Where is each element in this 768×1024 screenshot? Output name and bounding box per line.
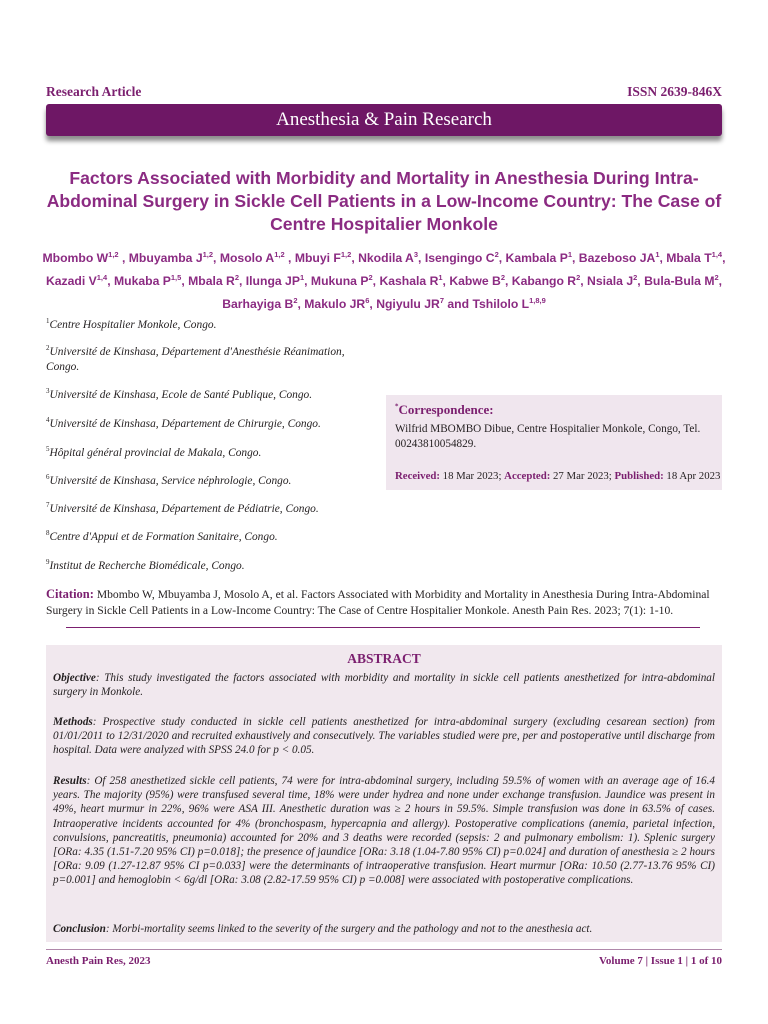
author-name: Nkodila A [358,251,414,266]
author-affiliation-sup: 2 [234,273,239,283]
paper-title: Factors Associated with Morbidity and Mortality in Anesthesia During Intra-Abdominal Surgery in Sickle Cell Patients in a Low-Income Country: The Case of Centre Hospitalier Monkole [46,168,722,234]
citation-text: Mbombo W, Mbuyamba J, Mosolo A, et al. Factors Associated with Morbidity and Mortality in Anesthesia During Intra-Abdominal Surgery in Sickle Cell Patients in a Low-Income Country: The Case of Centre Hospitalier Monkole. Anesth Pain Res. 2023; 7(1): 1-10. [46,588,710,617]
author-affiliation-sup: 3 [413,250,419,259]
abstract-conclusion [53,922,715,936]
author-separator: , [284,251,295,266]
author-separator: , [442,274,450,289]
author-separator: , [498,251,506,266]
author-name: Kashala R [379,274,439,289]
author-name: Kabwe B [449,274,501,289]
correspondence-text: Wilfrid MBOMBO Dibue, Centre Hospitalier Monkole, Congo, Tel. 00243810054829. [395,423,701,450]
conclusion-label: Conclusion [53,923,106,935]
author-name: Nsiala J [587,274,634,289]
author-name: Mukaba P [113,274,171,289]
abstract-results [53,774,715,888]
affiliation-item [46,442,366,461]
author-separator: , [239,274,246,289]
objective-text: : This study investigated the factors associated with morbidity and mortality in sickle cell patients anesthetized for intra-abdominal surgery in Monkole. [53,672,715,699]
methods-label: Methods [53,716,93,728]
citation-label: Citation: [46,587,94,601]
correspondence-box [386,395,722,490]
abstract-objective [53,671,715,699]
affiliation-number: 5 [46,445,50,453]
author-name: Mosolo A [219,251,275,266]
journal-name-banner: Anesthesia & Pain Research [46,104,722,136]
author-affiliation-sup: 7 [439,296,445,306]
objective-label: Objective [53,672,96,684]
affiliation-number: 1 [46,317,50,325]
author-affiliation-sup: 2 [494,250,499,259]
author-separator: , [722,251,726,266]
author-separator: , [297,297,305,312]
affiliation-item [46,526,366,545]
author-separator: , [107,274,114,289]
author-affiliation-sup: 2 [633,273,638,283]
published-date: 18 Apr 2023 [663,470,721,482]
affiliation-text: Centre d'Appui et de Formation Sanitaire, Congo. [49,530,278,543]
author-name: Kabango R [511,274,577,289]
affiliation-text: Centre Hospitalier Monkole, Congo. [49,318,217,331]
author-separator: , [304,274,311,289]
abstract-box [46,645,722,942]
affiliation-number: 6 [46,473,50,481]
author-name: Kambala P [505,251,568,266]
received-date: 18 Mar 2023; [439,470,505,482]
author-separator: , [659,251,667,266]
affiliation-text: Hôpital général provincial de Makala, Congo. [49,446,262,459]
author-affiliation-sup: 1,4 [96,273,108,283]
affiliation-item [46,498,366,517]
correspondence-heading-text: Correspondence: [398,402,494,417]
correspondence-marker: * [395,402,399,411]
author-affiliation-sup: 1 [567,250,573,259]
author-separator: , [637,274,645,289]
author-affiliation-sup: 1 [655,250,660,259]
affiliation-text: Université de Kinshasa, Département de Chirurgie, Congo. [49,417,321,430]
affiliation-item [46,470,366,489]
author-name: Mbala R [188,274,235,289]
author-name: Kazadi V [45,274,97,289]
affiliation-number: 9 [46,558,50,566]
received-label: Received: [395,470,440,482]
author-name: Mbala T [666,251,712,266]
author-name: Makulo JR [304,297,366,312]
author-separator: , [418,251,425,266]
author-separator: , [504,274,512,289]
author-name: Mukuna P [310,274,369,289]
affiliation-number: 2 [46,344,50,352]
author-separator: , [718,274,723,289]
footer-divider [46,949,722,950]
abstract-methods [53,715,715,758]
author-list [40,245,728,314]
author-affiliation-sup: 1 [438,273,443,283]
affiliation-text: Université de Kinshasa, Ecole de Santé Publique, Congo. [49,388,313,401]
author-name: Mbuyamba J [128,251,203,266]
author-affiliation-sup: 1,2 [340,250,352,259]
author-name: Isengingo C [424,251,495,266]
footer-page-info: Volume 7 | Issue 1 | 1 of 10 [598,955,722,967]
author-affiliation-sup: 1,8,9 [529,296,546,306]
results-text: : Of 258 anesthetized sickle cell patients, 74 were for intra-abdominal surgery, including 59.5% of women with an average age of 16.4 years. The majority (95%) were transfused several time, 18% were under hydrea and none under exchange transfusion. Jaundice was present in 49%, heart murmur in 22%, 96% were ASA III. Anesthetic duration was ≥ 2 hours in 59.5%. Simple transfusion was done in 63.5% of cases. Intraoperative incidents accounted for 4% (bronchospasm, hypercapnia and allergy). Postoperative complications (anemia, parietal infection, convulsions, pancreatitis, pneumonia) accounted for 20% and 3 deaths were recorded (sepsis: 2 and pulmonary embolism: 1). Splenic surgery [ORa: 4.35 (1.51-7.20 95% CI) p=0.018]; the presence of jaundice [ORa: 3.18 (1.04-7.80 95% CI) p=0.024] and duration of anesthesia ≥ 2 hours [ORa: 9.09 (1.27-12.87 95% CI p=0.033] were the determinants of intraoperative transfusion. Heart murmur [ORa: 10.50 (2.77-13.76 95% CI) p=0.001] and hemoglobin < 6g/dl [ORa: 3.08 (2.82-17.59 95% CI) p =0.008] were associated with postoperative complications. [53,775,715,887]
methods-text: : Prospective study conducted in sickle cell patients anesthetized for intra-abdominal surgery (excluding cesarean section) from 01/01/2011 to 12/31/2020 and recruited exhaustively and consecutively. The variables studied were pre, per and postoperative until discharge from hospital. Data were analyzed with SPSS 24.0 for p < 0.05. [53,716,715,757]
accepted-label: Accepted: [504,470,551,482]
affiliation-item [46,314,366,333]
author-name: Barhayiga B [222,297,294,312]
author-affiliation-sup: 1 [299,273,305,283]
affiliation-text: Institut de Recherche Biomédicale, Congo. [49,559,245,572]
author-separator: , [118,251,129,266]
affiliation-item [46,341,366,375]
author-name: Mbombo W [42,251,109,266]
author-affiliation-sup: 6 [365,296,370,306]
author-separator: , [580,274,588,289]
issn-label: ISSN 2639-846X [627,84,722,99]
author-affiliation-sup: 1,2 [108,250,119,259]
abstract-heading: ABSTRACT [347,651,421,666]
author-separator: and [444,297,473,312]
publication-dates [395,470,720,482]
article-type-label: Research Article [46,84,142,99]
affiliation-item [46,413,366,432]
author-name: Bazeboso JA [578,251,656,266]
author-affiliation-sup: 2 [714,273,719,283]
author-separator: , [572,251,579,266]
author-separator: , [369,297,377,312]
published-label: Published: [614,470,664,482]
accepted-date: 27 Mar 2023; [550,470,615,482]
affiliation-number: 7 [46,501,50,509]
author-affiliation-sup: 1,2 [202,250,214,259]
author-affiliation-sup: 1,5 [170,273,182,283]
author-separator: , [372,274,380,289]
author-name: Bula-Bula M [644,274,715,289]
citation-divider [66,627,700,628]
author-affiliation-sup: 2 [576,273,581,283]
affiliation-text: Université de Kinshasa, Service néphrologie, Congo. [49,474,292,487]
affiliation-number: 4 [46,416,50,424]
author-affiliation-sup: 1,4 [711,250,723,259]
author-name: Ngiyulu JR [376,297,440,312]
affiliation-item [46,384,366,403]
affiliation-item [46,555,366,574]
author-affiliation-sup: 2 [500,273,505,283]
affiliation-text: Université de Kinshasa, Département d'Anesthésie Réanimation, Congo. [46,345,345,373]
correspondence-heading [395,402,494,418]
author-affiliation-sup: 2 [368,273,373,283]
author-name: Mbuyi F [294,251,341,266]
affiliation-number: 3 [46,387,50,395]
citation-block [46,586,722,619]
author-affiliation-sup: 1,2 [274,250,285,259]
author-separator: , [213,251,220,266]
author-name: Tshilolo L [472,297,530,312]
results-label: Results [53,775,87,787]
affiliation-number: 8 [46,529,50,537]
author-separator: , [351,251,359,266]
author-affiliation-sup: 2 [293,296,298,306]
author-name: Ilunga JP [245,274,300,289]
affiliation-text: Université de Kinshasa, Département de Pédiatrie, Congo. [49,502,319,515]
author-separator: , [181,274,189,289]
footer-journal-ref: Anesth Pain Res, 2023 [46,955,151,967]
header-bar [46,84,722,102]
conclusion-text: : Morbi-mortality seems linked to the severity of the surgery and the pathology and not to the anesthesia act. [105,923,593,935]
